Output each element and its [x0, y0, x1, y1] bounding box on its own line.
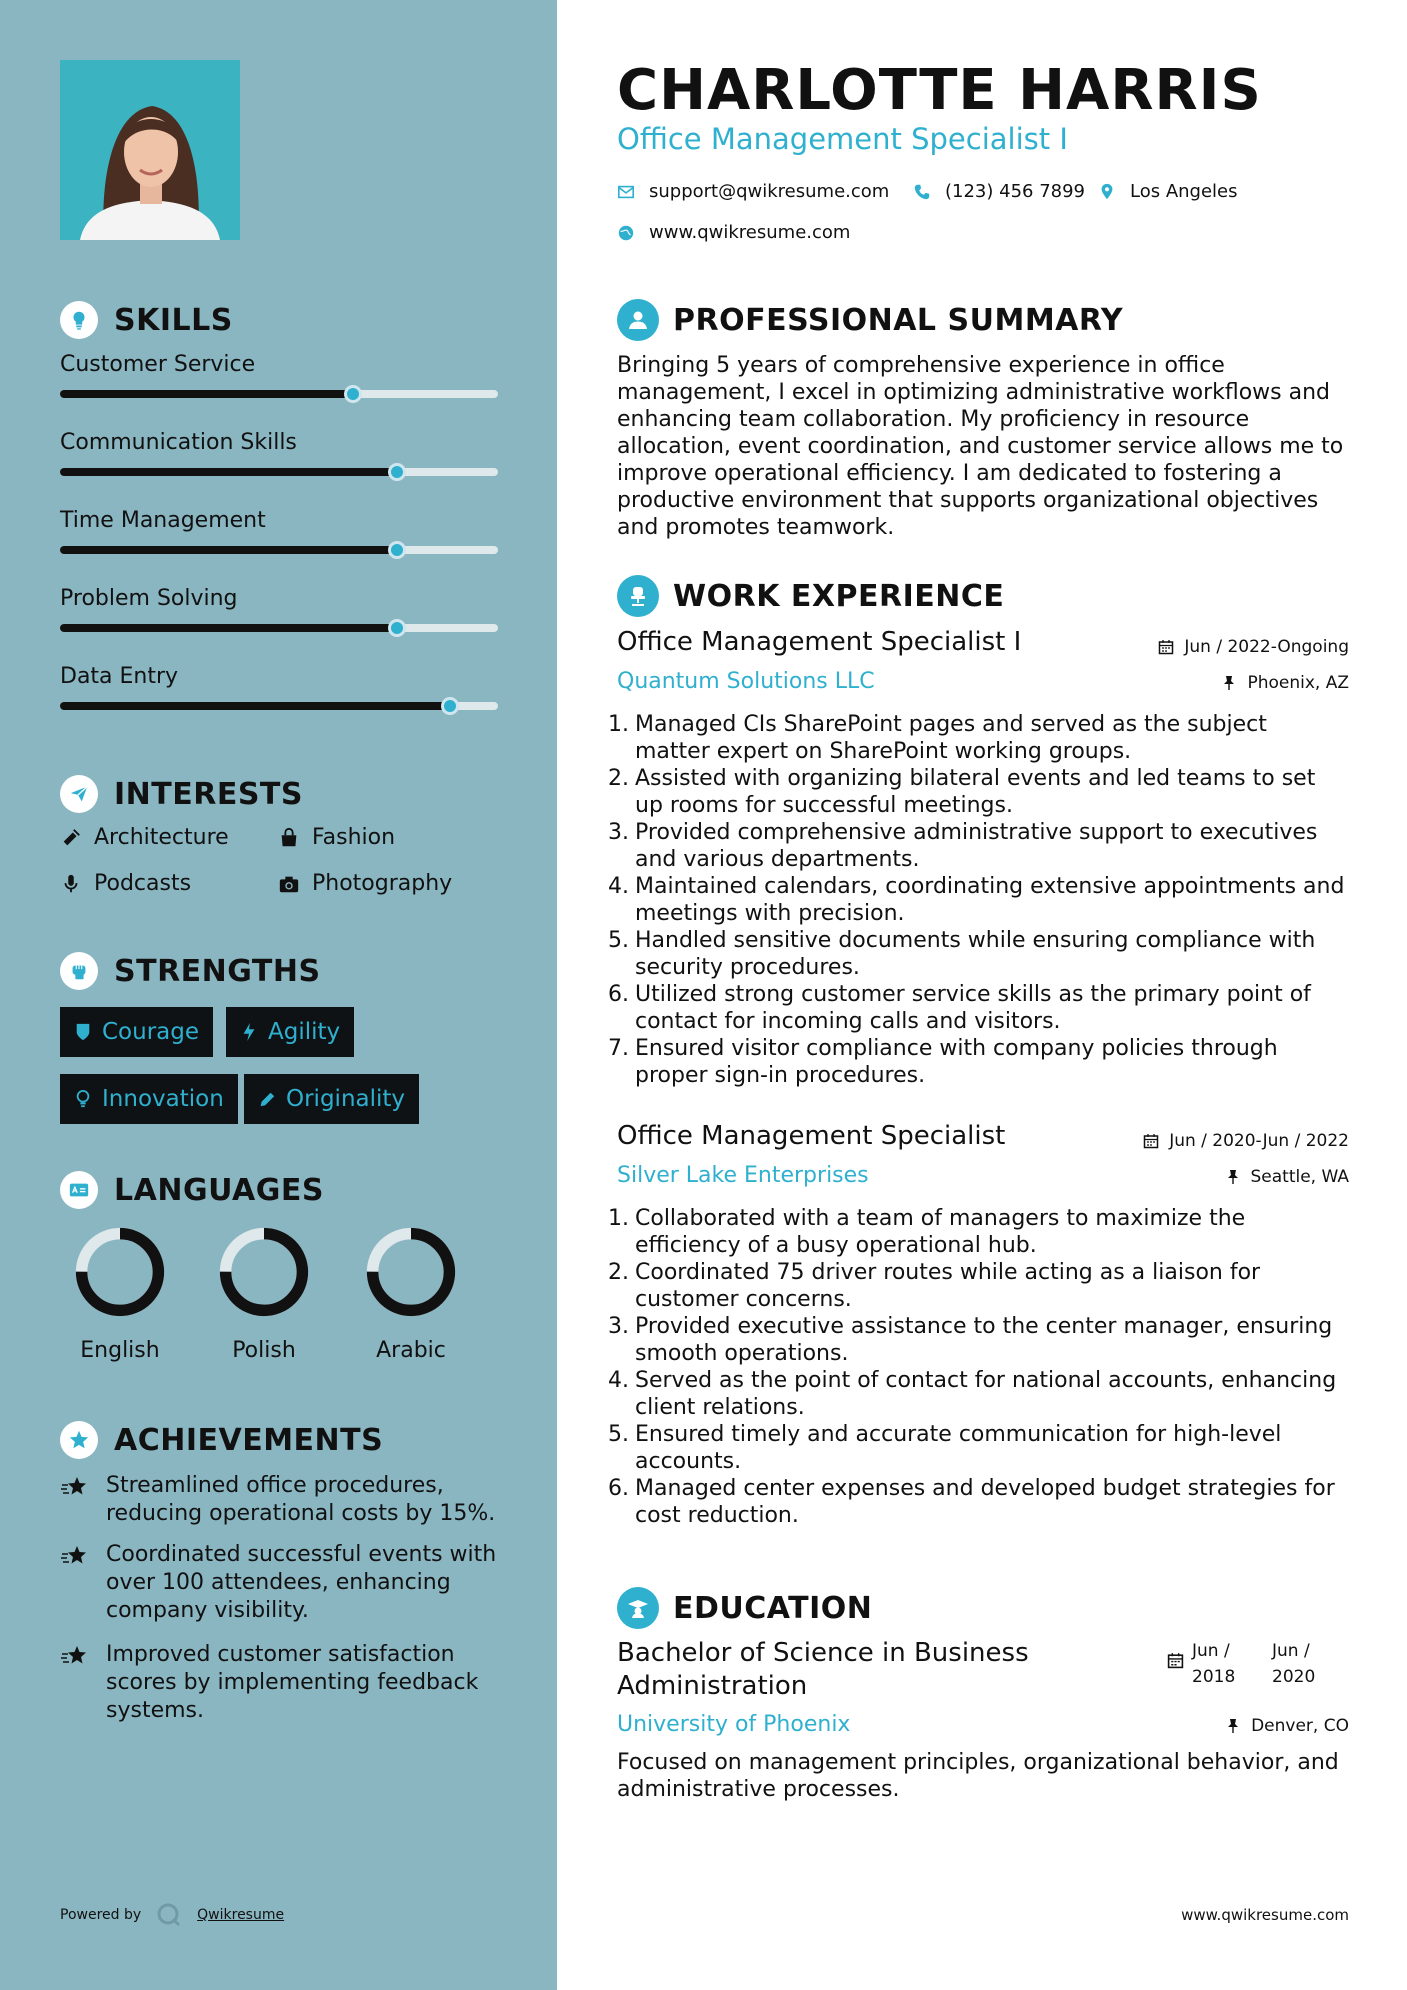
education-location — [1225, 1716, 1349, 1736]
star-icon — [60, 1543, 90, 1571]
list-item: 5. Handled sensitive documents while ensuring compliance with security procedures. — [608, 928, 1316, 980]
location-text: Los Angeles — [1130, 181, 1238, 202]
education-location-text: Denver, CO — [1251, 1716, 1349, 1736]
interest-item — [278, 871, 452, 896]
job-location-text: Seattle, WA — [1250, 1167, 1349, 1187]
globe-icon — [617, 224, 635, 242]
education-heading — [617, 1587, 872, 1629]
shield-icon — [74, 1022, 92, 1042]
list-item: 3. Provided comprehensive administrative support to executives and various departments. — [608, 820, 1318, 872]
education-title: EDUCATION — [673, 1590, 873, 1626]
skill-item — [60, 586, 498, 611]
phone-text[interactable]: (123) 456 7899 — [945, 181, 1086, 202]
skill-bar-fill — [60, 546, 397, 554]
summary-heading — [617, 299, 1123, 341]
experience-heading — [617, 575, 1004, 617]
job-dates-text: Jun / 2020-Jun / 2022 — [1169, 1131, 1349, 1151]
skill-name: Communication Skills — [60, 430, 297, 455]
skill-item — [60, 508, 498, 533]
skill-bar — [60, 702, 498, 710]
graduate-icon — [617, 1587, 659, 1629]
interest-label: Fashion — [312, 825, 396, 850]
skill-name: Time Management — [60, 508, 266, 533]
skill-bar-knob — [388, 463, 406, 481]
achievement-text: Improved customer satisfaction scores by implementing feedback systems. — [106, 1642, 479, 1723]
job-dates — [1158, 637, 1349, 657]
list-item: 2. Coordinated 75 driver routes while acting as a liaison for customer concerns. — [608, 1260, 1261, 1312]
pushpin-icon — [1225, 1169, 1241, 1185]
interest-item — [60, 825, 229, 850]
list-item: 2. Assisted with organizing bilateral events and led teams to set up rooms for successful meetings. — [608, 766, 1316, 818]
strength-label: Agility — [268, 1019, 341, 1045]
education-start-date: Jun / 2018 — [1192, 1641, 1236, 1687]
contact-website — [617, 222, 850, 243]
contact-email — [617, 181, 889, 202]
job-location-text: Phoenix, AZ — [1247, 673, 1349, 693]
job-company: Silver Lake Enterprises — [617, 1163, 869, 1188]
achievement-text: Coordinated successful events with over 100 attendees, enhancing company visibility. — [106, 1542, 497, 1623]
job-location — [1225, 1167, 1350, 1187]
lightbulb-icon — [74, 1089, 92, 1109]
list-item: 3. Provided executive assistance to the center manager, ensuring smooth operations. — [608, 1314, 1333, 1366]
school-name: University of Phoenix — [617, 1712, 851, 1737]
skill-item — [60, 430, 498, 455]
skill-name: Customer Service — [60, 352, 256, 377]
email-text[interactable]: support@qwikresume.com — [649, 181, 890, 202]
job-bullets — [608, 711, 1348, 1089]
achievements-title: ACHIEVEMENTS — [114, 1422, 384, 1458]
list-item: 7. Ensured visitor compliance with company policies through proper sign-in procedures. — [608, 1036, 1278, 1088]
phone-icon — [913, 183, 931, 201]
skills-title: SKILLS — [114, 302, 233, 338]
job-location — [1221, 673, 1349, 693]
strength-tag — [60, 1007, 213, 1057]
interest-label: Podcasts — [94, 871, 192, 896]
language-ring — [72, 1224, 168, 1320]
qwikresume-logo-icon — [155, 1901, 183, 1929]
interest-item — [60, 871, 191, 896]
list-item: 1. Collaborated with a team of managers to maximize the efficiency of a busy operational hub. — [608, 1206, 1246, 1258]
interests-title: INTERESTS — [114, 776, 303, 812]
skill-bar-fill — [60, 624, 397, 632]
languages-title: LANGUAGES — [114, 1172, 324, 1208]
skill-bar-fill — [60, 702, 450, 710]
skills-heading — [60, 301, 233, 339]
contact-phone — [913, 181, 1085, 202]
skill-bar — [60, 546, 498, 554]
qwikresume-link[interactable]: Qwikresume — [197, 1907, 285, 1923]
language-name: Arabic — [376, 1338, 446, 1363]
star-icon — [60, 1643, 90, 1671]
achievements-heading — [60, 1421, 383, 1459]
education-end-date: Jun / 2020 — [1272, 1641, 1316, 1687]
skill-bar — [60, 468, 498, 476]
skill-item — [60, 664, 498, 689]
language-ring — [363, 1224, 459, 1320]
achievement-item — [60, 1641, 510, 1725]
skill-name: Problem Solving — [60, 586, 238, 611]
strengths-title: STRENGTHS — [114, 953, 321, 989]
summary-text: Bringing 5 years of comprehensive experience in office management, I excel in optimizing administrative workflows and enhancing team collaboration. My proficiency in resource allocation, event coordination, and customer service allows me to improve operational efficiency. I am dedicated to fostering a productive environment that supports organizational objectives and promotes teamwork. — [617, 353, 1344, 540]
candidate-role: Office Management Specialist I — [617, 122, 1068, 156]
list-item: 4. Maintained calendars, coordinating extensive appointments and meetings with precision. — [608, 874, 1345, 926]
microphone-icon — [60, 873, 82, 895]
language-card-icon — [60, 1171, 98, 1209]
language-item — [209, 1224, 319, 1363]
language-item — [356, 1224, 466, 1363]
list-item: 6. Managed center expenses and developed budget strategies for cost reduction. — [608, 1476, 1335, 1528]
strength-tag — [60, 1074, 238, 1124]
powered-by — [60, 1901, 284, 1929]
skill-name: Data Entry — [60, 664, 179, 689]
skill-bar-knob — [441, 697, 459, 715]
language-ring — [216, 1224, 312, 1320]
footer-url[interactable]: www.qwikresume.com — [1181, 1906, 1349, 1924]
strength-tag — [244, 1074, 419, 1124]
experience-title: WORK EXPERIENCE — [673, 578, 1005, 614]
website-text[interactable]: www.qwikresume.com — [649, 222, 851, 243]
interest-label: Photography — [312, 871, 453, 896]
office-chair-icon — [617, 575, 659, 617]
language-name: Polish — [232, 1338, 296, 1363]
compass-ruler-icon — [60, 827, 82, 849]
calendar-icon — [1167, 1652, 1184, 1669]
achievement-item — [60, 1541, 510, 1625]
shopping-bag-icon — [278, 827, 300, 849]
candidate-name: CHARLOTTE HARRIS — [617, 58, 1262, 123]
lightning-icon — [240, 1022, 258, 1042]
languages-heading — [60, 1171, 324, 1209]
job-dates — [1143, 1131, 1349, 1151]
skill-bar-knob — [388, 619, 406, 637]
skill-bar-fill — [60, 390, 353, 398]
summary-title: PROFESSIONAL SUMMARY — [673, 302, 1124, 338]
pushpin-icon — [1225, 1718, 1241, 1734]
pushpin-icon — [1221, 675, 1237, 691]
sidebar — [0, 0, 557, 1990]
strength-label: Innovation — [102, 1086, 224, 1112]
powered-by-label: Powered by — [60, 1907, 142, 1923]
skill-bar-knob — [344, 385, 362, 403]
star-badge-icon — [60, 1421, 98, 1459]
skill-bar — [60, 390, 498, 398]
paper-plane-icon — [60, 775, 98, 813]
list-item: 5. Ensured timely and accurate communication for high-level accounts. — [608, 1422, 1282, 1474]
contact-location — [1098, 181, 1238, 202]
job-title: Office Management Specialist — [617, 1121, 1006, 1151]
interests-heading — [60, 775, 303, 813]
map-pin-icon — [1098, 183, 1116, 201]
user-icon — [617, 299, 659, 341]
fist-icon — [60, 952, 98, 990]
language-item — [65, 1224, 175, 1363]
language-name: English — [80, 1338, 160, 1363]
calendar-icon — [1143, 1133, 1159, 1149]
calendar-icon — [1158, 639, 1174, 655]
skill-bar-knob — [388, 541, 406, 559]
education-description: Focused on management principles, organizational behavior, and administrative processes. — [617, 1750, 1339, 1802]
achievement-item — [60, 1472, 510, 1528]
list-item: 1. Managed CIs SharePoint pages and served as the subject matter expert on SharePoint working groups. — [608, 712, 1267, 764]
envelope-icon — [617, 183, 635, 201]
skill-bar-fill — [60, 468, 397, 476]
degree-title: Bachelor of Science in Business Administration — [617, 1638, 1029, 1701]
job-title: Office Management Specialist I — [617, 627, 1022, 657]
skill-bar — [60, 624, 498, 632]
lightbulb-icon — [60, 301, 98, 339]
job-dates-text: Jun / 2022-Ongoing — [1184, 637, 1349, 657]
strength-label: Courage — [102, 1019, 200, 1045]
camera-icon — [278, 873, 300, 895]
profile-photo — [60, 60, 240, 240]
job-bullets — [608, 1205, 1348, 1529]
pencil-icon — [258, 1089, 276, 1109]
interest-item — [278, 825, 395, 850]
list-item: 4. Served as the point of contact for national accounts, enhancing client relations. — [608, 1368, 1337, 1420]
interest-label: Architecture — [94, 825, 229, 850]
strengths-heading — [60, 952, 321, 990]
skill-item — [60, 352, 498, 377]
strength-label: Originality — [286, 1086, 406, 1112]
star-icon — [60, 1474, 90, 1502]
achievement-text: Streamlined office procedures, reducing operational costs by 15%. — [106, 1473, 496, 1526]
list-item: 6. Utilized strong customer service skills as the primary point of contact for incoming calls and visitors. — [608, 982, 1311, 1034]
strength-tag — [226, 1007, 354, 1057]
job-company: Quantum Solutions LLC — [617, 669, 875, 694]
